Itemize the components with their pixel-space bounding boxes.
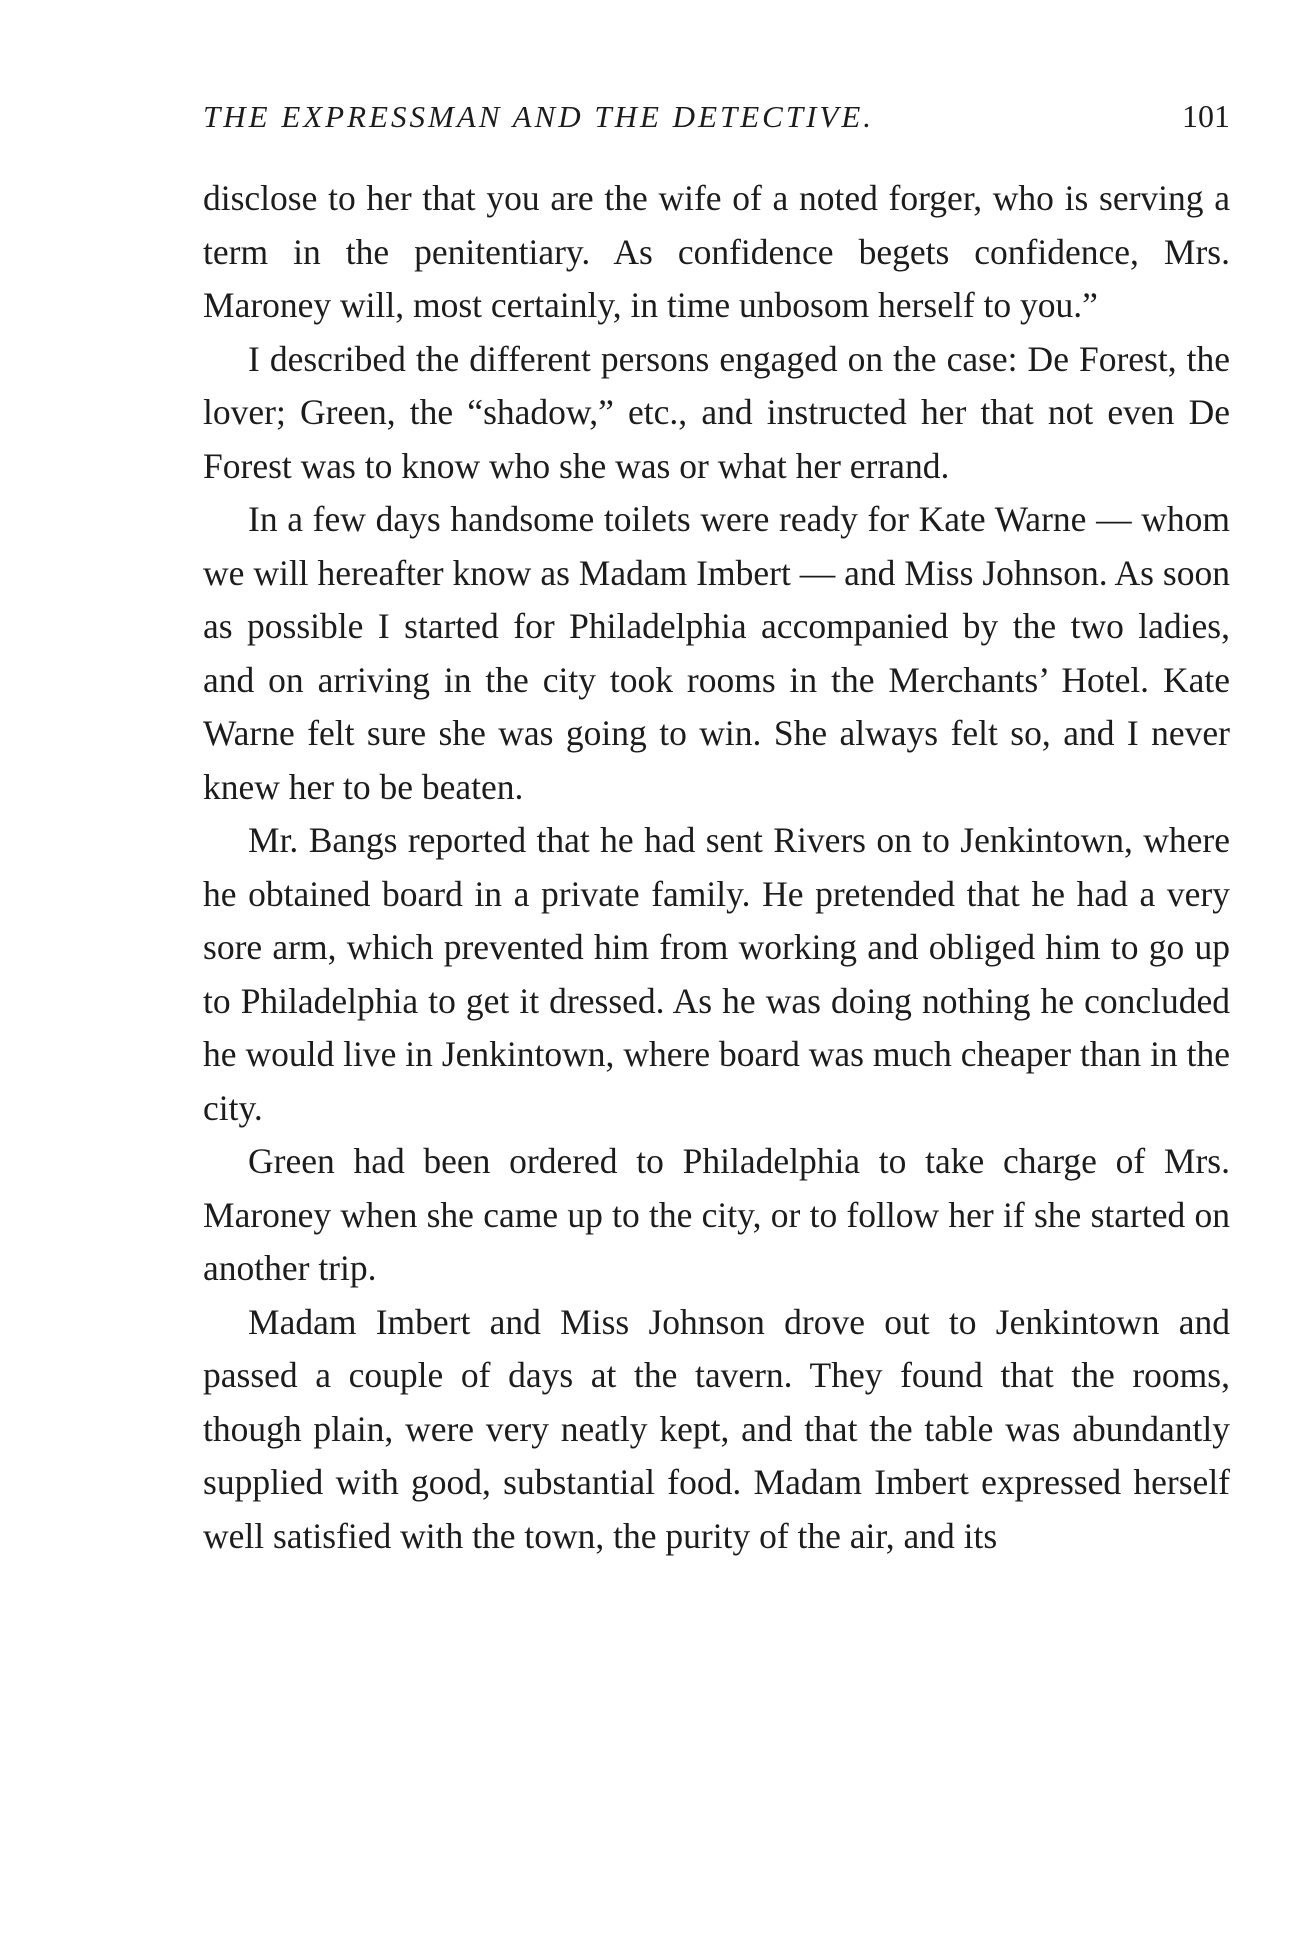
paragraph-continued: disclose to her that you are the wife of a noted forger, who is serving a term in the penitentiary. As confidence begets confidence, Mrs. Maroney will, most certainly, in time unbosom herself to you.” <box>203 178 1230 325</box>
running-title: THE EXPRESSMAN AND THE DETECTIVE. <box>203 99 875 134</box>
running-head <box>203 98 1230 138</box>
paragraph: Green had been ordered to Philadelphia to take charge of Mrs. Maroney when she came up to the city, or to follow her if she started on another trip. <box>203 1141 1230 1288</box>
paragraph: In a few days handsome toilets were ready for Kate Warne — whom we will hereafter know as Madam Imbert — and Miss Johnson. As soon as possible I started for Philadelphia accompanied by the two ladies, and on arriving in the city took rooms in the Merchants’ Hotel. Kate Warne felt sure she was going to win. She always felt so, and I never knew her to be beaten. <box>203 499 1230 807</box>
page-number: 101 <box>1182 98 1230 134</box>
paragraph: I described the different persons engaged on the case: De Forest, the lover; Green, the “shadow,” etc., and instructed her that not even De Forest was to know who she was or what her errand. <box>203 338 1230 486</box>
body-text <box>203 172 1230 1563</box>
paragraph: Madam Imbert and Miss Johnson drove out to Jenkintown and passed a couple of days at the tavern. They found that the rooms, though plain, were very neatly kept, and that the table was abundantly supplied with good, substantial food. Madam Imbert expressed herself well satisfied with the town, the purity of the air, and its <box>203 1301 1230 1556</box>
paragraph: Mr. Bangs reported that he had sent Rivers on to Jenkintown, where he obtained board in a private family. He pretended that he had a very sore arm, which prevented him from working and obliged him to go up to Philadelphia to get it dressed. As he was doing nothing he concluded he would live in Jenkintown, where board was much cheaper than in the city. <box>203 820 1230 1128</box>
